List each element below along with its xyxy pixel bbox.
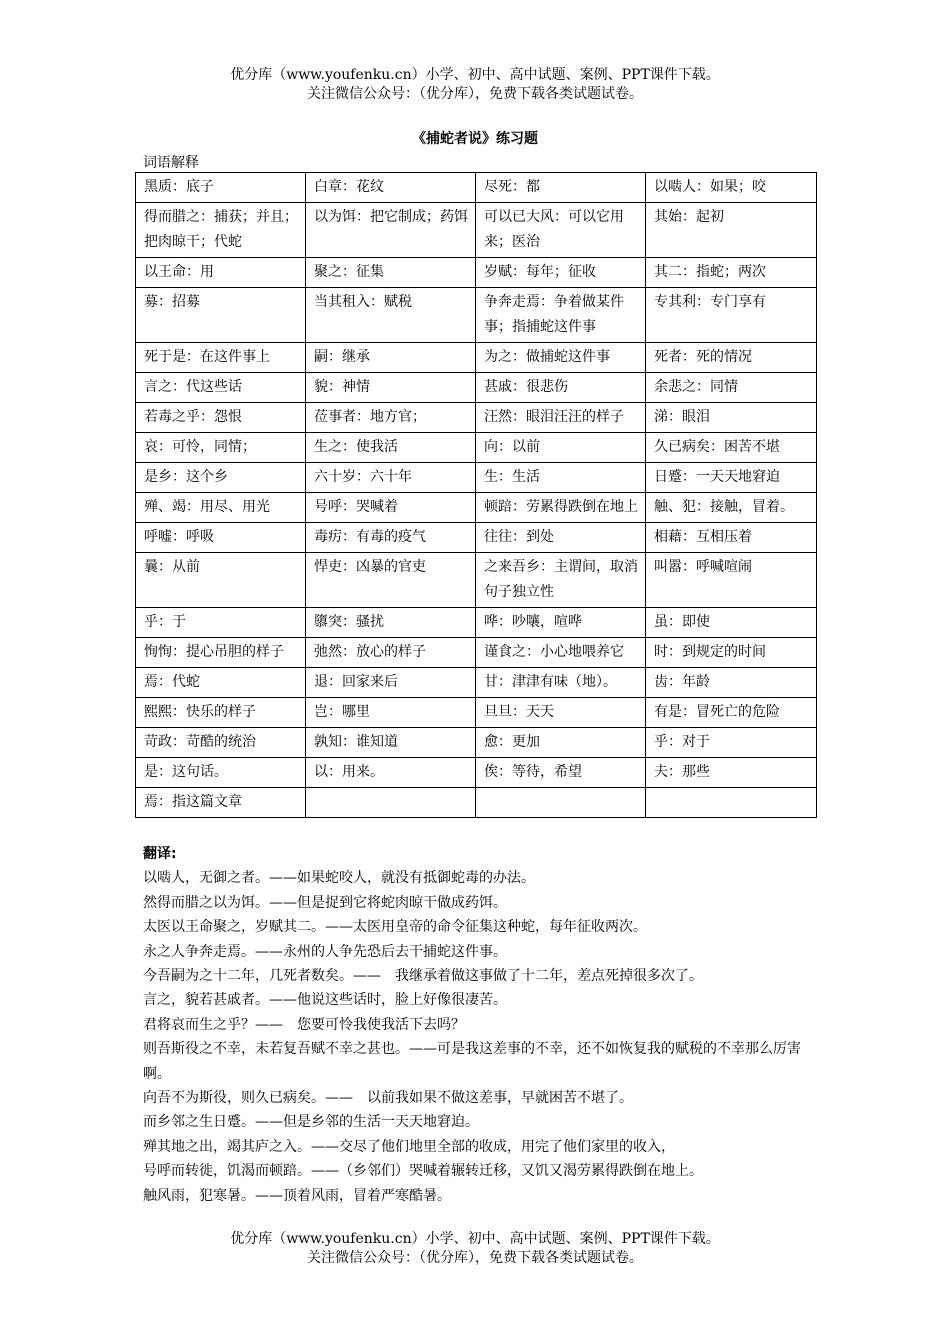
table-cell: 岂：哪里 bbox=[306, 698, 476, 728]
table-cell: 以王命：用 bbox=[136, 258, 306, 288]
table-cell: 谨食之：小心地喂养它 bbox=[476, 638, 646, 668]
table-cell: 俟：等待，希望 bbox=[476, 758, 646, 788]
table-cell: 齿：年龄 bbox=[646, 668, 817, 698]
table-cell: 呼嘘：呼吸 bbox=[136, 523, 306, 553]
table-cell: 汪然：眼泪汪汪的样子 bbox=[476, 403, 646, 433]
table-cell: 乎：于 bbox=[136, 608, 306, 638]
translation-list bbox=[143, 866, 813, 1208]
page-footer bbox=[0, 1230, 950, 1268]
table-cell: 聚之：征集 bbox=[306, 258, 476, 288]
table-cell: 为之：做捕蛇这件事 bbox=[476, 343, 646, 373]
table-cell: 向：以前 bbox=[476, 433, 646, 463]
table-cell: 日蹙：一天天地窘迫 bbox=[646, 463, 817, 493]
translation-line: 今吾嗣为之十二年，几死者数矣。—— 我继承着做这事做了十二年，差点死掉很多次了。 bbox=[143, 968, 703, 985]
table-cell: 以啮人：如果；咬 bbox=[646, 173, 817, 203]
translation-line: 太医以王命聚之，岁赋其二。——太医用皇帝的命令征集这种蛇，每年征收两次。 bbox=[143, 919, 647, 936]
table-cell: 往往：到处 bbox=[476, 523, 646, 553]
table-cell: 退：回家来后 bbox=[306, 668, 476, 698]
translation-line: 君将哀而生之乎？—— 您要可怜我使我活下去吗？ bbox=[143, 1016, 465, 1033]
table-cell: 苛政：苛酷的统治 bbox=[136, 728, 306, 758]
table-cell: 顿踣：劳累得跌倒在地上 bbox=[476, 493, 646, 523]
table-row bbox=[136, 433, 817, 463]
table-row bbox=[136, 698, 817, 728]
table-cell: 嗣：继承 bbox=[306, 343, 476, 373]
header-line-1: 优分库（www.youfenku.cn）小学、初中、高中试题、案例、PPT课件下载。 bbox=[230, 67, 720, 83]
table-cell: 久已病矣：困苦不堪 bbox=[646, 433, 817, 463]
table-cell: 乎：对于 bbox=[646, 728, 817, 758]
page-header bbox=[0, 66, 950, 104]
table-cell: 涕：眼泪 bbox=[646, 403, 817, 433]
table-cell: 募：招募 bbox=[136, 288, 306, 343]
table-cell: 愈：更加 bbox=[476, 728, 646, 758]
translation-section bbox=[143, 842, 813, 1208]
vocab-table bbox=[135, 172, 817, 818]
table-cell: 黑质：底子 bbox=[136, 173, 306, 203]
translation-line: 言之，貌若甚戚者。——他说这些话时，脸上好像很凄苦。 bbox=[143, 992, 507, 1009]
table-cell: 熙熙：快乐的样子 bbox=[136, 698, 306, 728]
table-cell: 有是：冒死亡的危险 bbox=[646, 698, 817, 728]
table-cell: 焉：代蛇 bbox=[136, 668, 306, 698]
table-cell bbox=[476, 788, 646, 818]
table-cell: 隳突：骚扰 bbox=[306, 608, 476, 638]
table-cell: 以为饵：把它制成；药饵 bbox=[306, 203, 476, 258]
table-cell: 哗：吵嚷，喧哗 bbox=[476, 608, 646, 638]
table-cell: 尽死：都 bbox=[476, 173, 646, 203]
table-cell: 生：生活 bbox=[476, 463, 646, 493]
table-cell: 时：到规定的时间 bbox=[646, 638, 817, 668]
table-cell: 得而腊之：捕获；并且；把肉晾干；代蛇 bbox=[136, 203, 306, 258]
table-cell: 若毒之乎：怨恨 bbox=[136, 403, 306, 433]
translation-line: 触风雨，犯寒暑。——顶着风雨，冒着严寒酷暑。 bbox=[143, 1187, 451, 1204]
table-cell: 旦旦：天天 bbox=[476, 698, 646, 728]
translation-line: 然得而腊之以为饵。——但是捉到它将蛇肉晾干做成药饵。 bbox=[143, 894, 507, 911]
table-row bbox=[136, 758, 817, 788]
table-cell bbox=[646, 788, 817, 818]
table-row bbox=[136, 493, 817, 523]
table-cell: 当其租入：赋税 bbox=[306, 288, 476, 343]
table-cell: 余悲之：同情 bbox=[646, 373, 817, 403]
table-row bbox=[136, 203, 817, 258]
document-title: 《捕蛇者说》练习题 bbox=[412, 131, 538, 147]
table-row bbox=[136, 288, 817, 343]
table-cell: 其始：起初 bbox=[646, 203, 817, 258]
table-cell: 哀：可怜，同情； bbox=[136, 433, 306, 463]
table-cell: 死于是：在这件事上 bbox=[136, 343, 306, 373]
table-row bbox=[136, 668, 817, 698]
table-cell: 其二：指蛇；两次 bbox=[646, 258, 817, 288]
table-cell: 虽：即使 bbox=[646, 608, 817, 638]
footer-line-1: 优分库（www.youfenku.cn）小学、初中、高中试题、案例、PPT课件下载。 bbox=[230, 1231, 720, 1247]
translation-heading: 翻译: bbox=[143, 846, 177, 862]
table-row bbox=[136, 463, 817, 493]
table-cell: 夫：那些 bbox=[646, 758, 817, 788]
table-cell: 悍吏：凶暴的官吏 bbox=[306, 553, 476, 608]
table-cell: 是：这句话。 bbox=[136, 758, 306, 788]
table-row bbox=[136, 403, 817, 433]
header-line-2: 关注微信公众号：（优分库），免费下载各类试题试卷。 bbox=[307, 86, 643, 102]
table-cell: 恂恂：提心吊胆的样子 bbox=[136, 638, 306, 668]
translation-line: 向吾不为斯役，则久已病矣。—— 以前我如果不做这差事，早就困苦不堪了。 bbox=[143, 1090, 633, 1107]
table-cell: 毒疠：有毒的疫气 bbox=[306, 523, 476, 553]
table-cell: 之来吾乡：主谓间，取消句子独立性 bbox=[476, 553, 646, 608]
table-cell: 孰知：谁知道 bbox=[306, 728, 476, 758]
table-cell: 相藉：互相压着 bbox=[646, 523, 817, 553]
translation-line: 而乡邻之生日蹙。——但是乡邻的生活一天天地窘迫。 bbox=[143, 1114, 479, 1131]
table-cell: 死者：死的情况 bbox=[646, 343, 817, 373]
table-cell: 貌：神情 bbox=[306, 373, 476, 403]
translation-line: 号呼而转徙，饥渴而顿踣。——（乡邻们）哭喊着辗转迁移，又饥又渴劳累得跌倒在地上。 bbox=[143, 1163, 703, 1180]
table-cell: 争奔走焉：争着做某件事；指捕蛇这件事 bbox=[476, 288, 646, 343]
table-row bbox=[136, 553, 817, 608]
table-cell: 白章：花纹 bbox=[306, 173, 476, 203]
table-cell: 甘：津津有味（地）。 bbox=[476, 668, 646, 698]
table-cell: 岁赋：每年；征收 bbox=[476, 258, 646, 288]
table-cell bbox=[306, 788, 476, 818]
table-cell: 以：用来。 bbox=[306, 758, 476, 788]
translation-line: 殚其地之出，竭其庐之入。——交尽了他们地里全部的收成，用完了他们家里的收入， bbox=[143, 1138, 675, 1155]
table-cell: 触、犯：接触，冒着。 bbox=[646, 493, 817, 523]
table-cell: 可以已大风：可以它用来；医治 bbox=[476, 203, 646, 258]
vocab-heading: 词语解释 bbox=[143, 155, 199, 171]
table-cell: 是乡：这个乡 bbox=[136, 463, 306, 493]
table-row bbox=[136, 258, 817, 288]
table-cell: 号呼：哭喊着 bbox=[306, 493, 476, 523]
table-row bbox=[136, 343, 817, 373]
translation-line: 永之人争奔走焉。——永州的人争先恐后去干捕蛇这件事。 bbox=[143, 943, 507, 960]
table-row bbox=[136, 523, 817, 553]
table-row bbox=[136, 638, 817, 668]
table-cell: 专其利：专门享有 bbox=[646, 288, 817, 343]
table-cell: 焉：指这篇文章 bbox=[136, 788, 306, 818]
translation-line: 以啮人，无御之者。——如果蛇咬人，就没有抵御蛇毒的办法。 bbox=[143, 870, 535, 887]
table-cell: 生之：使我活 bbox=[306, 433, 476, 463]
table-row bbox=[136, 788, 817, 818]
table-cell: 六十岁：六十年 bbox=[306, 463, 476, 493]
table-cell: 曩：从前 bbox=[136, 553, 306, 608]
translation-line: 则吾斯役之不幸，未若复吾赋不幸之甚也。——可是我这差事的不幸，还不如恢复我的赋税的不幸那么厉害啊。 bbox=[143, 1041, 801, 1082]
table-row bbox=[136, 373, 817, 403]
table-row bbox=[136, 728, 817, 758]
table-cell: 甚戚：很悲伤 bbox=[476, 373, 646, 403]
table-cell: 叫嚣：呼喊喧闹 bbox=[646, 553, 817, 608]
table-cell: 莅事者：地方官； bbox=[306, 403, 476, 433]
table-cell: 弛然：放心的样子 bbox=[306, 638, 476, 668]
table-row bbox=[136, 608, 817, 638]
table-cell: 殚、竭：用尽、用光 bbox=[136, 493, 306, 523]
table-row bbox=[136, 173, 817, 203]
table-cell: 言之：代这些话 bbox=[136, 373, 306, 403]
footer-line-2: 关注微信公众号：（优分库），免费下载各类试题试卷。 bbox=[307, 1250, 643, 1266]
